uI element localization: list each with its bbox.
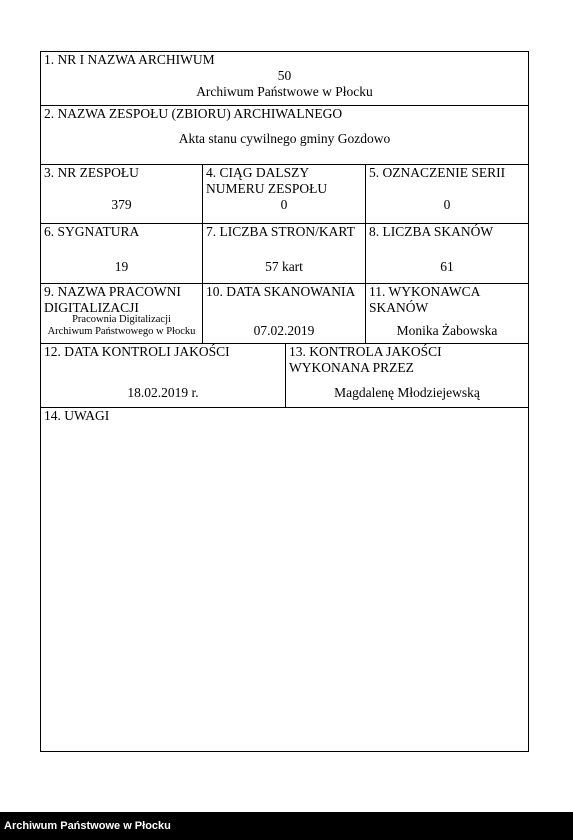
series-mark: 0 bbox=[443, 197, 451, 212]
row-quality-control bbox=[41, 344, 528, 408]
row-fonds-name bbox=[41, 106, 528, 165]
metadata-form bbox=[40, 51, 529, 752]
row-digitization bbox=[41, 284, 528, 344]
label-series: 5. OZNACZENIE SERII bbox=[369, 165, 506, 180]
label-qc-person: 13. KONTROLA JAKOŚCI WYKONANA PRZEZ bbox=[289, 344, 442, 375]
fonds-name: Akta stanu cywilnego gminy Gozdowo bbox=[178, 131, 391, 146]
label-qc-date: 12. DATA KONTROLI JAKOŚCI bbox=[44, 344, 230, 359]
signature: 19 bbox=[114, 259, 129, 274]
archive-name: Archiwum Państwowe w Płocku bbox=[196, 84, 373, 99]
label-fonds-number: 3. NR ZESPOŁU bbox=[44, 165, 139, 180]
footer-bar bbox=[0, 812, 573, 840]
row-fonds-numbers bbox=[41, 165, 528, 224]
qc-person: Magdalenę Młodziejewską bbox=[334, 385, 480, 400]
cell-scan-count bbox=[366, 224, 528, 283]
cell-scan-date bbox=[203, 284, 366, 343]
footer-text: Archiwum Państwowe w Płocku bbox=[4, 820, 171, 832]
row-archive bbox=[41, 52, 528, 106]
digitization-lab-line2: Archiwum Państwowego w Płocku bbox=[47, 326, 196, 337]
label-fonds-name: 2. NAZWA ZESPOŁU (ZBIORU) ARCHIWALNEGO bbox=[44, 106, 343, 121]
cell-scan-operator bbox=[366, 284, 528, 343]
cell-digitization-lab bbox=[41, 284, 203, 343]
cell-qc-date bbox=[41, 344, 286, 407]
label-archive: 1. NR I NAZWA ARCHIWUM bbox=[44, 52, 215, 67]
label-fonds-continuation: 4. CIĄG DALSZY NUMERU ZESPOŁU bbox=[206, 165, 328, 196]
qc-date: 18.02.2019 r. bbox=[127, 385, 199, 400]
label-digitization-lab: 9. NAZWA PRACOWNI DIGITALIZACJI bbox=[44, 284, 181, 315]
scan-date: 07.02.2019 bbox=[253, 323, 315, 338]
cell-signature bbox=[41, 224, 203, 283]
cell-fonds-continuation bbox=[203, 165, 366, 223]
cell-fonds-number bbox=[41, 165, 203, 223]
digitization-lab-line1: Pracownia Digitalizacji bbox=[72, 314, 171, 325]
cell-page-count bbox=[203, 224, 366, 283]
archive-number: 50 bbox=[277, 68, 292, 83]
fonds-number: 379 bbox=[111, 197, 132, 212]
scan-count: 61 bbox=[440, 259, 454, 274]
label-signature: 6. SYGNATURA bbox=[44, 224, 140, 239]
fonds-continuation: 0 bbox=[280, 197, 288, 212]
page-count: 57 kart bbox=[265, 259, 303, 274]
label-scan-date: 10. DATA SKANOWANIA bbox=[206, 284, 356, 299]
cell-qc-person bbox=[286, 344, 528, 407]
cell-series bbox=[366, 165, 528, 223]
row-signature-counts bbox=[41, 224, 528, 284]
label-remarks: 14. UWAGI bbox=[44, 408, 110, 423]
label-page-count: 7. LICZBA STRON/KART bbox=[206, 224, 355, 239]
label-scan-operator: 11. WYKONAWCA SKANÓW bbox=[369, 284, 481, 315]
label-scan-count: 8. LICZBA SKANÓW bbox=[369, 224, 494, 239]
scan-operator: Monika Żabowska bbox=[396, 323, 498, 338]
section-remarks bbox=[41, 408, 528, 751]
